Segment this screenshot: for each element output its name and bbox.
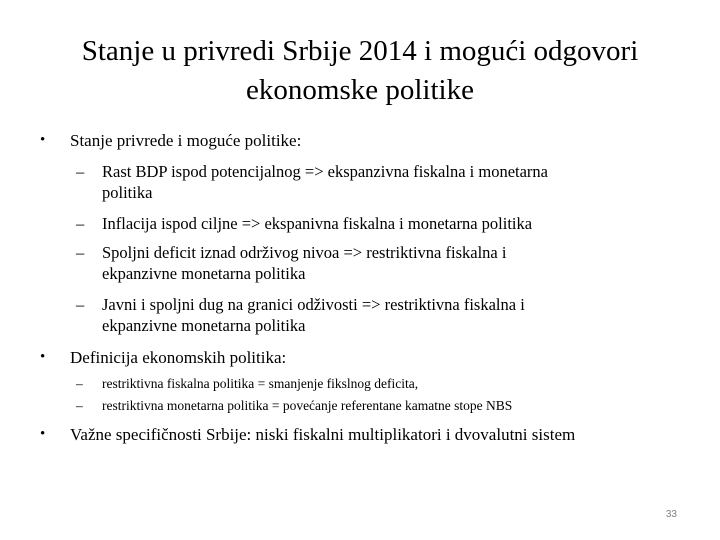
sub-item-1-1 — [76, 161, 662, 203]
sub-item-1-4 — [76, 294, 662, 336]
sub-item-line-1: Inflacija ispod ciljne => ekspanivna fiskalna i monetarna politika — [102, 214, 533, 233]
bullet-marker: • — [40, 349, 46, 365]
sub-item-2-1 — [76, 375, 419, 393]
bullet-marker: • — [40, 426, 46, 442]
dash-marker: – — [76, 398, 83, 413]
sub-item-line-1: restriktivna monetarna politika = povećanje referentane kamatne stope NBS — [102, 398, 513, 413]
sub-item-1-3 — [76, 242, 662, 284]
title-line-1: Stanje u privredi Srbije 2014 i mogući odgovori — [81, 35, 639, 67]
dash-marker: – — [76, 376, 83, 391]
dash-marker: – — [76, 214, 85, 233]
sub-item-line-1: Javni i spoljni dug na granici odživosti => restriktivna fiskalna i — [102, 295, 525, 314]
title-line-2: ekonomske politike — [246, 74, 474, 106]
sub-item-line-1: Rast BDP ispod potencijalnog => ekspanzivna fiskalna i monetarna — [102, 162, 548, 181]
sub-item-line-2: politika — [102, 183, 153, 202]
dash-marker: – — [76, 295, 85, 314]
sub-item-line-1: restriktivna fiskalna politika = smanjenje fikslnog deficita, — [102, 376, 419, 391]
bullet-item-1 — [40, 130, 302, 151]
dash-marker: – — [76, 162, 85, 181]
bullet-text: Definicija ekonomskih politika: — [70, 348, 287, 367]
sub-item-2-2 — [76, 397, 513, 415]
bullet-item-2 — [40, 347, 287, 368]
dash-marker: – — [76, 243, 85, 262]
bullet-text: Stanje privrede i moguće politike: — [70, 131, 302, 150]
slide-title — [30, 32, 690, 110]
sub-item-line-2: ekpanzivne monetarna politika — [102, 264, 306, 283]
sub-item-line-1: Spoljni deficit iznad održivog nivoa => restriktivna fiskalna i — [102, 243, 507, 262]
page-number: 33 — [665, 509, 677, 520]
bullet-marker: • — [40, 132, 46, 148]
sub-item-line-2: ekpanzivne monetarna politika — [102, 316, 306, 335]
bullet-text: Važne specifičnosti Srbije: niski fiskalni multiplikatori i dvovalutni sistem — [70, 425, 576, 444]
sub-item-1-2 — [76, 213, 662, 234]
bullet-item-3 — [40, 424, 576, 445]
